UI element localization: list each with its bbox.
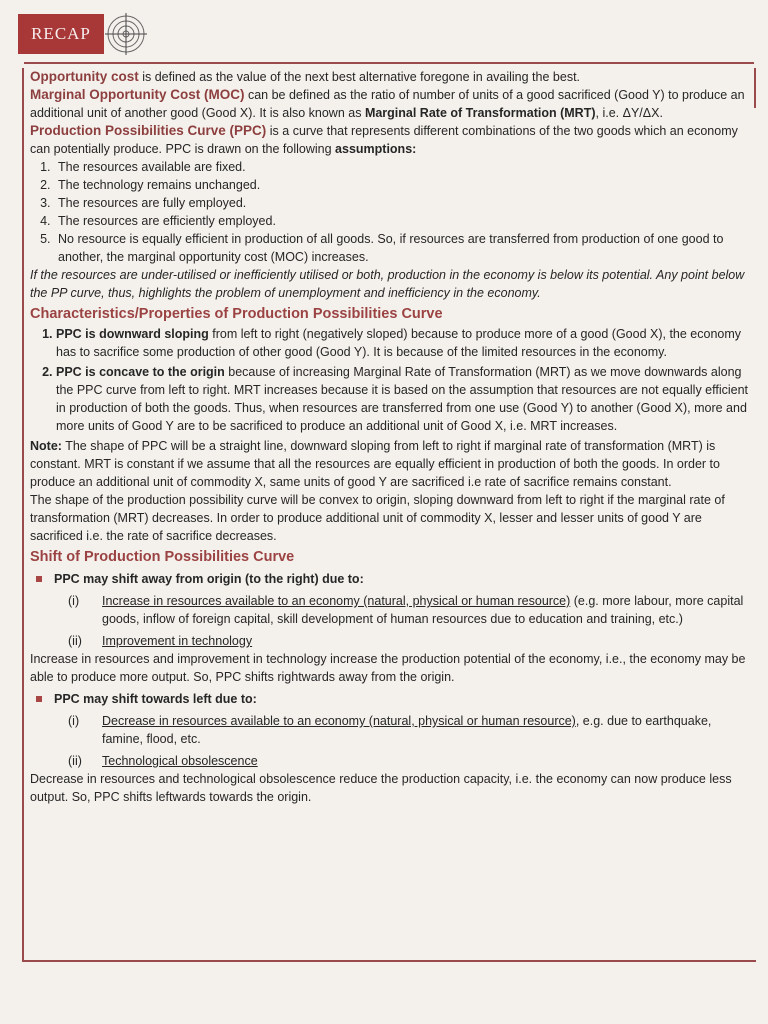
characteristics-heading: Characteristics/Properties of Production Possibilities Curve xyxy=(30,306,443,322)
convex-note: The shape of the production possibility curve will be convex to origin, sloping downward from left to right if the marginal rate of transformation (MRT) decreases. In order to produce additional unit of commodity X, lesser and lesser units of good Y are sacrificed i.e. the rate of sacrifice decreases. xyxy=(30,493,725,543)
shift-left-bullet: PPC may shift towards left due to: xyxy=(30,690,752,708)
shift-left-explanation: Decrease in resources and technological obsolescence reduce the production capacity, i.e. the economy can now produce less output. So, PPC shifts leftwards towards the origin. xyxy=(30,772,732,804)
top-rule xyxy=(24,62,754,64)
assumptions-list xyxy=(30,158,752,266)
list-item: 1. The resources available are fixed. xyxy=(54,158,752,176)
list-item: 5. No resource is equally efficient in production of all goods. So, if resources are transferred from production of one good to another, the marginal opportunity cost (MOC) increases. xyxy=(54,230,752,266)
shift-right-bullet: PPC may shift away from origin (to the right) due to: xyxy=(30,570,752,588)
shift-right-item-i: (i) Increase in resources available to an economy (natural, physical or human resource) (e.g. more labour, more capital goods, inflow of foreign capital, skill development of human resources due to education and training, etc.) xyxy=(68,594,744,626)
moc-definition: Marginal Opportunity Cost (MOC) can be defined as the ratio of number of units of a good sacrificed (Good Y) to produce an additional unit of another good (Good X). It is also known as Marginal Rate of Transformation (MRT), i.e. ΔY/ΔX. xyxy=(30,87,745,120)
crosshair-target-icon xyxy=(104,12,148,56)
list-item: 4. The resources are efficiently employed. xyxy=(54,212,752,230)
shape-note: Note: The shape of PPC will be a straight line, downward sloping from left to right if marginal rate of transformation (MRT) is constant. MRT is constant if we assume that all the resources are equally efficient in production of both the goods. In order to produce an additional unit of commodity X, same units of good Y are sacrificed i.e rate of sacrifice remains constant. xyxy=(30,439,720,489)
characteristics-list xyxy=(30,325,752,435)
square-bullet-icon xyxy=(36,576,42,582)
square-bullet-icon xyxy=(36,696,42,702)
recap-content xyxy=(30,68,752,806)
underutilisation-note: If the resources are under-utilised or inefficiently utilised or both, production in the economy is below its potential. Any point below the PP curve, thus, highlights the problem of unemployment and inefficiency in the economy. xyxy=(30,268,745,300)
shift-left-item-i: (i) Decrease in resources available to an economy (natural, physical or human resource), e.g. due to earthquake, famine, flood, etc. xyxy=(68,714,712,746)
opportunity-cost-definition: Opportunity cost is defined as the value of the next best alternative foregone in availing the best. xyxy=(30,69,581,84)
list-item: 3. The resources are fully employed. xyxy=(54,194,752,212)
ppc-definition: Production Possibilities Curve (PPC) is a curve that represents different combinations of the two goods which an economy can potentially produce. PPC is drawn on the following assumptions: xyxy=(30,123,738,156)
shift-right-item-ii: (ii) Improvement in technology xyxy=(68,634,253,648)
shift-section xyxy=(30,548,752,806)
list-item: 1. PPC is downward sloping from left to right (negatively sloped) because to produce more of a good (Good X), the economy has to sacrifice some production of other good (Good Y). It is because of the limited resources in the economy. xyxy=(56,325,752,361)
shift-heading: Shift of Production Possibilities Curve xyxy=(30,549,295,565)
list-item: 2. PPC is concave to the origin because of increasing Marginal Rate of Transformation (MRT) as we move downwards along the PPC curve from left to right. MRT increases because it is based on the assumption that resources are not equally efficient in production of both the goods. Thus, when resources are transferred from one use (Good Y) to another (Good X), more and more units of Good Y are to be sacrificed to produce an additional unit of Good X, i.e. MRT increases. xyxy=(56,363,752,435)
recap-banner xyxy=(18,14,104,54)
list-item: 2. The technology remains unchanged. xyxy=(54,176,752,194)
shift-left-item-ii: (ii) Technological obsolescence xyxy=(68,754,258,768)
shift-right-explanation: Increase in resources and improvement in technology increase the production potential of the economy, i.e., the economy may be able to produce more output. So, PPC shifts rightwards away from the origin. xyxy=(30,652,746,684)
recap-label: RECAP xyxy=(31,24,91,43)
